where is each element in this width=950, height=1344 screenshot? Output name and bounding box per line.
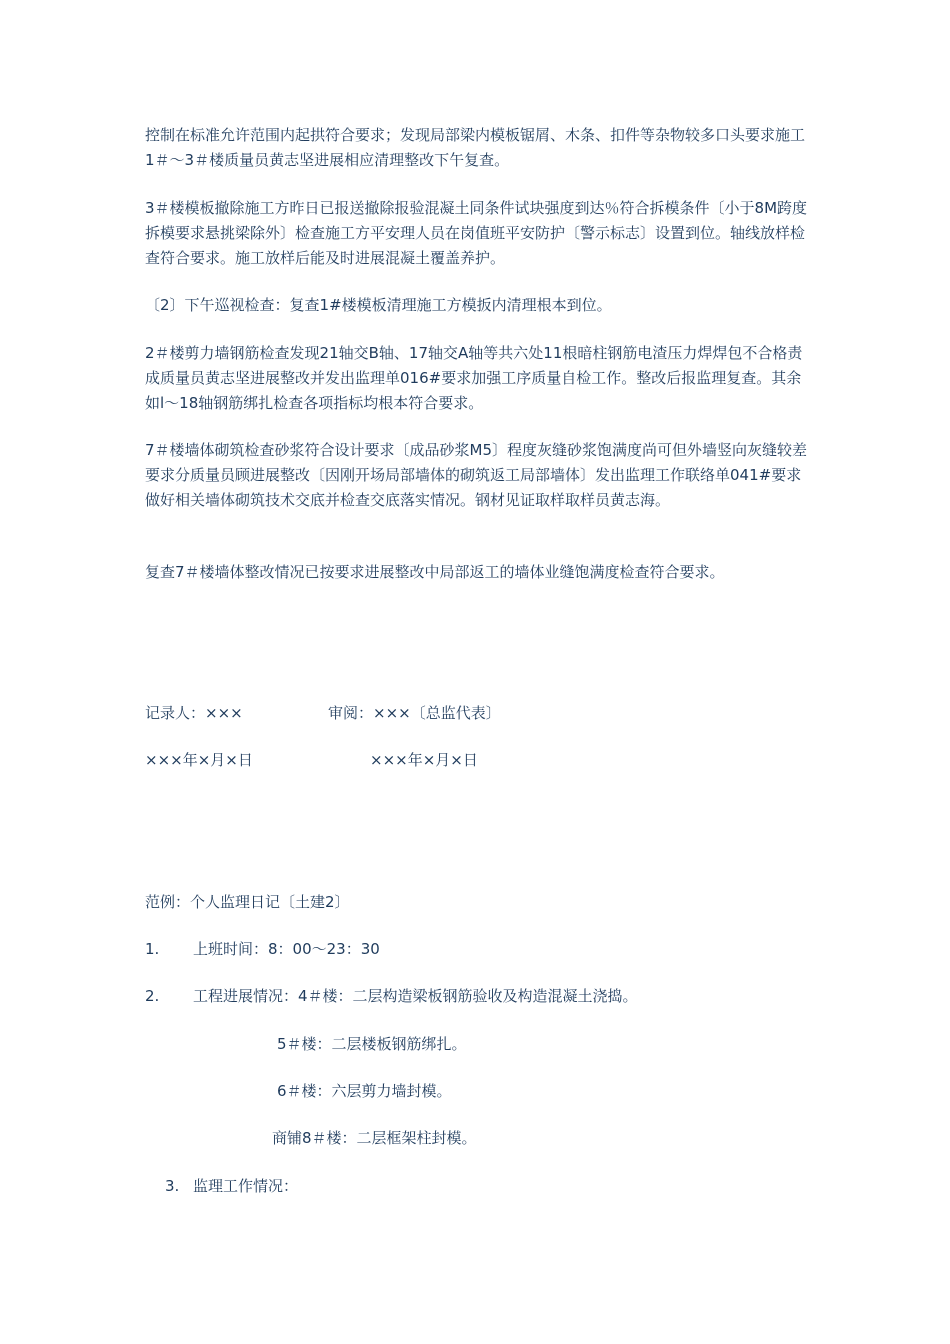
paragraph-2: 3＃楼模板撤除施工方昨日已报送撤除报验混凝土同条件试块强度到达％符合拆模条件〔小于8M跨度拆模要求悬挑梁除外〕检查施工方平安理人员在岗值班平安防护〔警示标志〕设置到位。轴线放样检查符合要求。施工放样后能及时进展混凝土覆盖养护。 [145, 199, 808, 267]
paragraph-5: 7＃楼墙体砌筑检查砂浆符合设计要求〔成品砂浆M5〕程度灰缝砂浆饱满度尚可但外墙竖向灰缝较差要求分质量员顾进展整改〔因刚开场局部墙体的砌筑返工局部墙体〕发出监理工作联络单041#要求做好相关墙体砌筑技术交底并检查交底落实情况。钢材见证取样取样员黄志海。 [145, 441, 808, 509]
sub-item: 6＃楼：六层剪力墙封模。 [277, 1082, 452, 1100]
paragraph-1: 控制在标准允许范围内起拱符合要求；发现局部梁内模板锯屑、木条、扣件等杂物较多口头要求施工1＃～3＃楼质量员黄志坚进展相应清理整改下午复查。 [145, 126, 806, 169]
recorder-date: ×××年×月×日 [145, 751, 253, 769]
reviewer-label: 审阅：×××〔总监代表〕 [328, 704, 501, 722]
paragraph-4: 2＃楼剪力墙钢筋检查发现21轴交B轴、17轴交A轴等共六处11根暗柱钢筋电渣压力焊焊包不合格责成质量员黄志坚进展整改并发出监理单016#要求加强工序质量自检工作。整改后报监理复查。其余如l～18轴钢筋绑扎检查各项指标均根本符合要求。 [145, 344, 803, 412]
list-item-number: 2. [145, 987, 160, 1005]
paragraph-6: 复查7＃楼墙体整改情况已按要求进展整改中局部返工的墙体业缝饱满度检查符合要求。 [145, 563, 725, 581]
sub-item: 商铺8＃楼：二层框架柱封模。 [272, 1129, 477, 1147]
paragraph-3: 〔2〕下午巡视检查：复查1#楼模板清理施工方模扳内清理根本到位。 [145, 296, 612, 314]
list-item-text: 监理工作情况： [193, 1177, 299, 1195]
recorder-label: 记录人：××× [145, 704, 243, 722]
list-item-text: 上班时间：8：00～23：30 [193, 940, 380, 958]
list-item-number: 1. [145, 940, 160, 958]
list-item-number: 3. [165, 1177, 180, 1195]
example-title: 范例：个人监理日记〔土建2〕 [145, 893, 350, 911]
list-item-text: 工程进展情况：4＃楼：二层构造梁板钢筋验收及构造混凝土浇捣。 [193, 987, 638, 1005]
reviewer-date: ×××年×月×日 [370, 751, 478, 769]
sub-item: 5＃楼：二层楼板钢筋绑扎。 [277, 1035, 467, 1053]
